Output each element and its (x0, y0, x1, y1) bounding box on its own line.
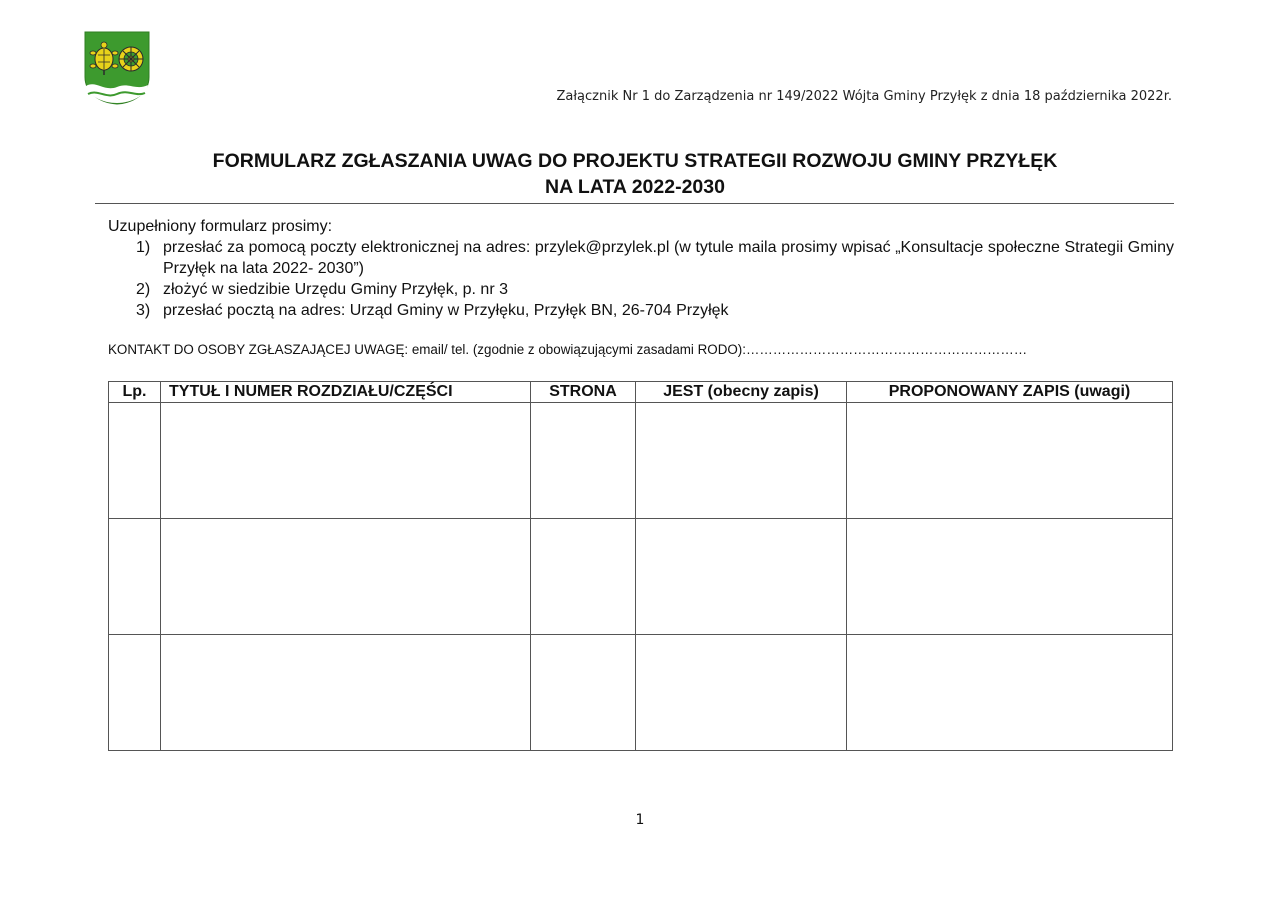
table-cell[interactable] (161, 519, 531, 635)
column-header-chapter: TYTUŁ I NUMER ROZDZIAŁU/CZĘŚCI (161, 382, 531, 403)
table-cell[interactable] (531, 635, 636, 751)
table-cell[interactable] (109, 403, 161, 519)
submission-steps-list (108, 237, 1174, 321)
table-header-row (109, 382, 1173, 403)
table-cell[interactable] (531, 519, 636, 635)
submission-step (108, 237, 1174, 279)
table-row (109, 519, 1173, 635)
column-header-page: STRONA (531, 382, 636, 403)
table-cell[interactable] (847, 403, 1173, 519)
table-row (109, 635, 1173, 751)
annex-note: Załącznik Nr 1 do Zarządzenia nr 149/2022 Wójta Gminy Przyłęk z dnia 18 października 2022r. (556, 89, 1172, 104)
step-text: przesłać za pomocą poczty elektronicznej na adres: przylek@przylek.pl (w tytule maila prosimy wpisać „Konsultacje społeczne Strategii Gminy Przyłęk na lata 2022- 2030”) (163, 239, 1174, 277)
page-number: 1 (635, 812, 645, 828)
submission-step (108, 279, 1174, 300)
table-cell[interactable] (847, 519, 1173, 635)
table-cell[interactable] (636, 519, 847, 635)
table-cell[interactable] (161, 403, 531, 519)
contact-line: KONTAKT DO OSOBY ZGŁASZAJĄCEJ UWAGĘ: email/ tel. (zgodnie z obowiązującymi zasadami RODO):……………………………………………………… (108, 342, 1028, 357)
column-header-lp: Lp. (109, 382, 161, 403)
table-cell[interactable] (109, 519, 161, 635)
step-text: przesłać pocztą na adres: Urząd Gminy w Przyłęku, Przyłęk BN, 26-704 Przyłęk (163, 302, 729, 319)
document-title: FORMULARZ ZGŁASZANIA UWAG DO PROJEKTU STRATEGII ROZWOJU GMINY PRZYŁĘK (212, 150, 1058, 172)
column-header-current: JEST (obecny zapis) (636, 382, 847, 403)
table-cell[interactable] (636, 403, 847, 519)
table-cell[interactable] (161, 635, 531, 751)
submission-step (108, 300, 1174, 321)
remarks-table (108, 381, 1173, 751)
table-row (109, 403, 1173, 519)
instructions-intro: Uzupełniony formularz prosimy: (108, 218, 333, 235)
coat-of-arms-icon (84, 31, 150, 105)
table-cell[interactable] (636, 635, 847, 751)
step-number: 1) (136, 239, 151, 256)
table-cell[interactable] (847, 635, 1173, 751)
title-divider (95, 203, 1174, 204)
table-cell[interactable] (109, 635, 161, 751)
step-number: 3) (136, 302, 151, 319)
column-header-proposed: PROPONOWANY ZAPIS (uwagi) (847, 382, 1173, 403)
coat-of-arms-logo (84, 31, 150, 105)
table-cell[interactable] (531, 403, 636, 519)
step-text: złożyć w siedzibie Urzędu Gminy Przyłęk, p. nr 3 (163, 281, 508, 298)
step-number: 2) (136, 281, 151, 298)
document-subtitle: NA LATA 2022-2030 (545, 176, 725, 198)
